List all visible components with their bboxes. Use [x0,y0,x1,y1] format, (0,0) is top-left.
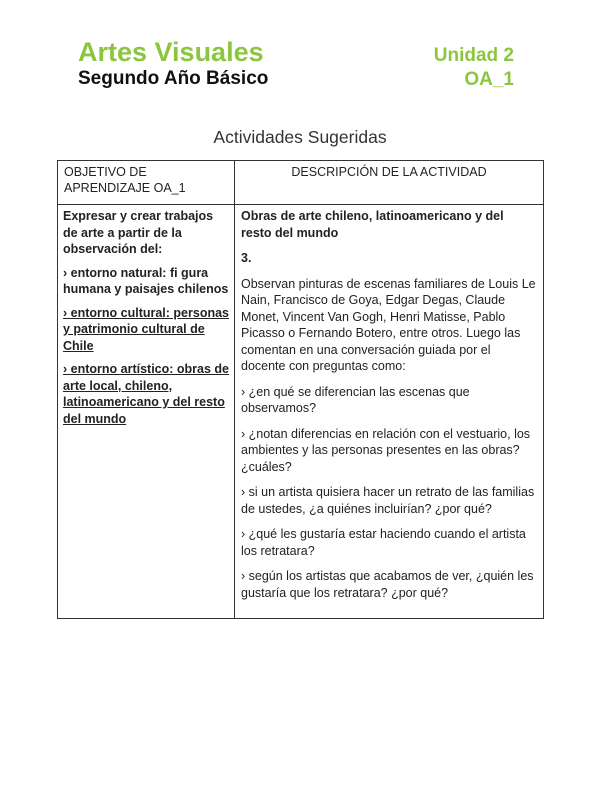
activities-table [57,160,544,619]
objective-header: OBJETIVO DE APRENDIZAJE OA_1 [58,161,235,205]
description-cell [235,205,544,619]
table-row [58,205,544,619]
question-item: › si un artista quisiera hacer un retrato de las familias de ustedes, ¿a quiénes incluirían? ¿por qué? [241,485,535,516]
oa-label: OA_1 [464,69,514,90]
activity-text: Observan pinturas de escenas familiares de Louis Le Nain, Francisco de Goya, Edgar Degas, Claude Monet, Vincent Van Gogh, Henri Matisse, Pablo Picasso o Fernando Botero, entre otros. Luego las comentan en una conversación guiada por el docente con preguntas como: [241,276,536,373]
table-header-row [58,161,544,205]
section-title: Actividades Sugeridas [213,127,387,147]
objective-item-natural: › entorno natural: fi gura humana y paisajes chilenos [63,265,229,296]
subject-title: Artes Visuales [78,37,264,67]
activity-number: 3. [241,251,252,265]
objective-item-artistic: › entorno artístico: obras de arte local, chileno, latinoamericano y del resto del mundo [63,362,229,426]
description-header: DESCRIPCIÓN DE LA ACTIVIDAD [235,161,544,205]
question-item: › ¿notan diferencias en relación con el vestuario, los ambientes y las personas presentes en las obras? ¿cuáles? [241,426,531,474]
question-item: › ¿en qué se diferencian las escenas que observamos? [241,384,470,415]
header-right [434,44,514,92]
question-item: › según los artistas que acabamos de ver, ¿quién les gustaría que los retratara? ¿por qué? [241,569,534,600]
question-item: › ¿qué les gustaría estar haciendo cuando el artista los retratara? [241,527,526,558]
grade-level: Segundo Año Básico [78,68,269,89]
header-left [78,36,268,90]
objective-cell [58,205,235,619]
objective-intro: Expresar y crear trabajos de arte a partir de la observación del: [63,209,214,256]
unit-label: Unidad 2 [433,45,514,66]
activity-title: Obras de arte chileno, latinoamericano y del resto del mundo [241,209,504,240]
objective-item-cultural: › entorno cultural: personas y patrimonio cultural de Chile [63,305,229,353]
